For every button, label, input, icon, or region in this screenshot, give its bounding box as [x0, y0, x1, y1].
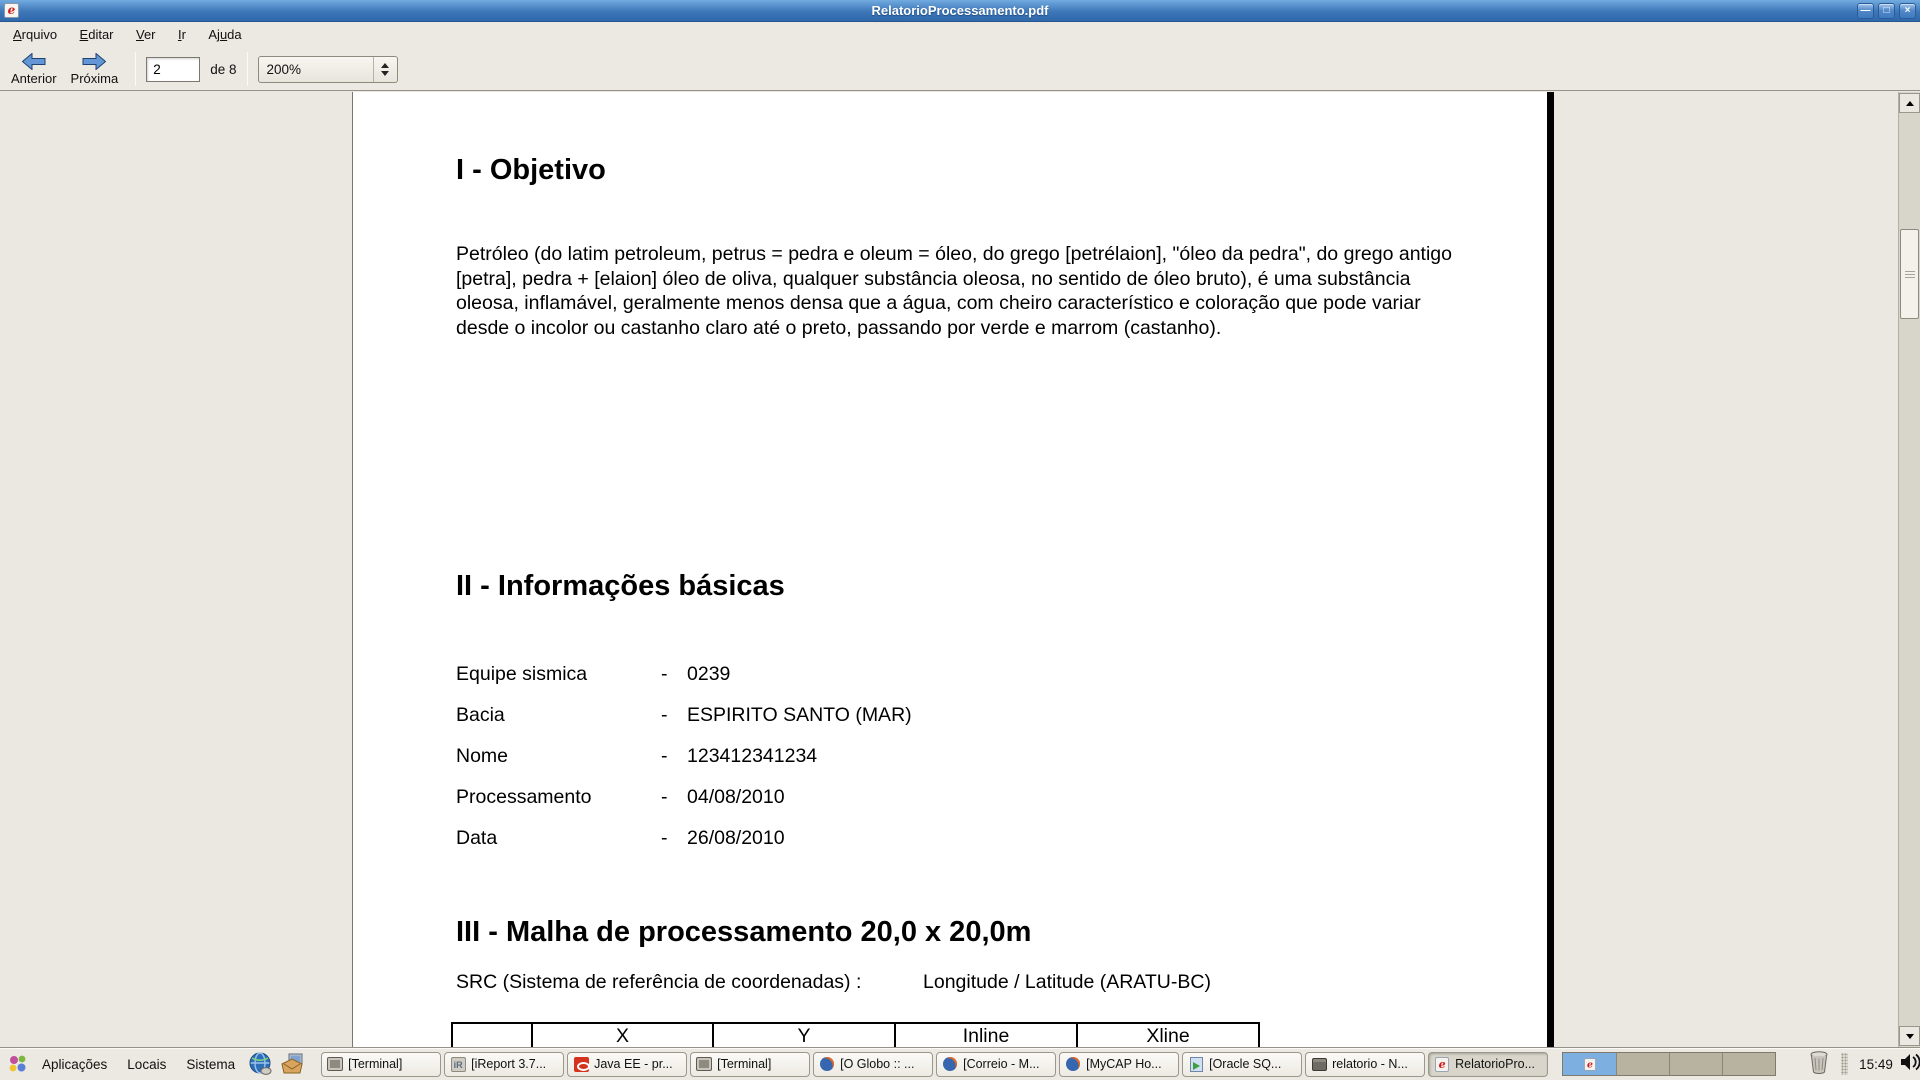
zoom-level-value: 200%: [266, 61, 302, 77]
task-relatorio[interactable]: relatorio - N...: [1305, 1052, 1425, 1077]
table-header-inline: Inline: [896, 1024, 1078, 1047]
vertical-scrollbar[interactable]: [1898, 92, 1920, 1047]
taskbar-menu-sistema[interactable]: Sistema: [186, 1056, 236, 1072]
task-ireport[interactable]: iR [iReport 3.7...: [444, 1052, 564, 1077]
menu-bar: [0, 23, 1920, 48]
task-correio[interactable]: [Correio - M...: [936, 1052, 1056, 1077]
document-view[interactable]: [0, 92, 1920, 1047]
section-1-heading: I - Objetivo: [456, 154, 606, 186]
menu-arquivo[interactable]: Arquivo: [13, 27, 58, 42]
spinner-icon[interactable]: [373, 57, 397, 82]
toolbar: [0, 48, 1920, 91]
next-page-button[interactable]: [64, 52, 126, 87]
table-header-empty: [453, 1024, 533, 1047]
oracle-sql-icon: [1188, 1056, 1204, 1072]
minimize-icon[interactable]: —: [1857, 3, 1874, 19]
clock[interactable]: 15:49: [1859, 1056, 1893, 1072]
pdf-page: I - Objetivo Petróleo (do latim petroleum, petrus = pedra e oleum = óleo, do grego [petrélaion], "óleo da pedra", do grego antigo [petra], pedra + [elaion] óleo de oliva, qualquer substância oleosa, no sentido de óleo bruto), é uma substância oleosa, inflamável, geralmente menos densa que a água, com cheiro característico e coloração que pode variar desde o incolor ou castanho claro até o preto, passando por verde e marrom (castanho). II - Informações básicas Equipe sismica - 0239 Bacia - ESPIRITO SANTO (MAR) Nome - 123412341234 Processamento - 04/08/2010 Data - 26/08/2010 III - Malha de processamento 20,0 x 20,0m SRC (Sistema de referência de coordenadas) : Longitude / Latitude (ARATU-BC) X Y Inline Xline: [352, 92, 1554, 1047]
coordinates-table: [451, 1022, 1260, 1047]
package-icon: [1311, 1056, 1327, 1072]
scroll-up-button[interactable]: [1899, 93, 1920, 113]
browser-launcher-icon[interactable]: [248, 1051, 274, 1077]
firefox-icon: [1065, 1056, 1081, 1072]
zoom-level-select[interactable]: [258, 56, 398, 83]
window-title: RelatorioProcessamento.pdf: [871, 3, 1049, 18]
menu-ajuda[interactable]: Ajuda: [208, 27, 242, 42]
menu-editar[interactable]: Editar: [79, 27, 114, 42]
evince-window-icon: e: [4, 3, 19, 18]
scroll-down-button[interactable]: [1899, 1026, 1920, 1046]
task-relatorio-pdf[interactable]: e RelatorioPro...: [1428, 1052, 1548, 1077]
scrollbar-thumb[interactable]: [1900, 229, 1919, 319]
title-bar[interactable]: [0, 0, 1920, 22]
task-java-ee[interactable]: Java EE - pr...: [567, 1052, 687, 1077]
section-2-heading: II - Informações básicas: [456, 570, 785, 602]
task-terminal-2[interactable]: [Terminal]: [690, 1052, 810, 1077]
toolbar-separator: [135, 52, 136, 86]
src-value: Longitude / Latitude (ARATU-BC): [923, 971, 1211, 993]
firefox-icon: [819, 1056, 835, 1072]
src-label: SRC (Sistema de referência de coordenadas) :: [456, 971, 862, 993]
close-icon[interactable]: ×: [1899, 3, 1916, 19]
speaker-icon[interactable]: [1899, 1051, 1920, 1078]
system-tray: [1808, 1050, 1920, 1079]
section-3-heading: III - Malha de processamento 20,0 x 20,0m: [456, 916, 1032, 948]
table-header-xline: Xline: [1146, 1025, 1190, 1047]
page-number-input[interactable]: [146, 57, 200, 82]
window-controls: [1857, 3, 1916, 19]
scroll-up-icon: [1906, 101, 1914, 106]
workspace-switcher: [1562, 1052, 1776, 1076]
workspace-1[interactable]: [1563, 1053, 1616, 1075]
task-list: [321, 1052, 1548, 1077]
table-header-y: Y: [714, 1024, 896, 1047]
previous-page-label: Anterior: [11, 70, 57, 86]
menu-ver[interactable]: Ver: [135, 27, 156, 42]
scroll-down-icon: [1906, 1034, 1914, 1039]
arrow-left-icon: [22, 53, 46, 71]
task-oglobo[interactable]: [O Globo :: ...: [813, 1052, 933, 1077]
trash-icon[interactable]: [1808, 1050, 1830, 1079]
ireport-icon: iR: [450, 1056, 466, 1072]
task-oracle-sql[interactable]: [Oracle SQ...: [1182, 1052, 1302, 1077]
task-mycap[interactable]: [MyCAP Ho...: [1059, 1052, 1179, 1077]
page-total-label: de 8: [210, 61, 237, 77]
section-1-paragraph: Petróleo (do latim petroleum, petrus = pedra e oleum = óleo, do grego [petrélaion], "óleo da pedra", do grego antigo [petra], pedra + [elaion] óleo de oliva, qualquer substância oleosa, no sentido de óleo bruto), é uma substância oleosa, inflamável, geralmente menos densa que a água, com cheiro característico e coloração que pode variar desde o incolor ou castanho claro até o preto, passando por verde e marrom (castanho).: [456, 243, 1452, 339]
firefox-icon: [942, 1056, 958, 1072]
workspace-2[interactable]: [1616, 1053, 1669, 1075]
maximize-icon[interactable]: □: [1878, 3, 1895, 19]
terminal-icon: [327, 1056, 343, 1072]
menu-ir[interactable]: Ir: [177, 27, 186, 42]
taskbar-menu-locais[interactable]: Locais: [127, 1056, 167, 1072]
table-header-x: X: [533, 1024, 714, 1047]
arrow-right-icon: [82, 53, 106, 71]
workspace-4[interactable]: [1722, 1053, 1775, 1075]
workspace-3[interactable]: [1669, 1053, 1722, 1075]
evince-icon: e: [1584, 1058, 1596, 1071]
spin-down-icon[interactable]: [381, 71, 389, 76]
taskbar-panel: [0, 1047, 1920, 1080]
java-ee-icon: [573, 1056, 589, 1072]
terminal-icon: [696, 1056, 712, 1072]
tray-drag-handle[interactable]: [1841, 1053, 1848, 1075]
evince-icon: e: [1434, 1056, 1450, 1072]
taskbar-menu-aplicacoes[interactable]: Aplicações: [42, 1056, 108, 1072]
next-page-label: Próxima: [70, 70, 119, 86]
previous-page-button[interactable]: [4, 52, 64, 87]
task-terminal-1[interactable]: [Terminal]: [321, 1052, 441, 1077]
spin-up-icon[interactable]: [381, 63, 389, 68]
main-menu-icon[interactable]: [7, 1053, 29, 1075]
toolbar-separator: [247, 52, 248, 86]
mail-launcher-icon[interactable]: [280, 1052, 306, 1076]
